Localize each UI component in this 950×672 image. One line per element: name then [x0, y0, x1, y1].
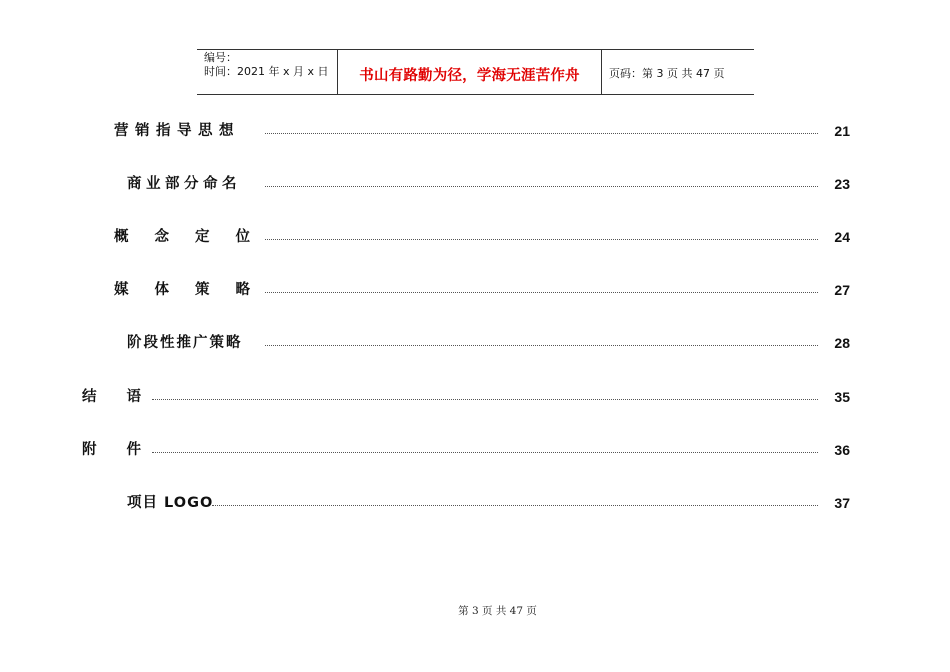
toc-entry[interactable]	[0, 333, 850, 353]
toc-dot-leader	[265, 239, 818, 240]
time-label: 时间：2021 年 x 月 x 日	[204, 65, 329, 78]
toc-entry-label: 附件	[82, 442, 171, 458]
toc-entry[interactable]	[0, 440, 850, 460]
toc-entry[interactable]	[0, 280, 850, 300]
header-meta-cell	[197, 50, 338, 94]
toc-entry[interactable]	[0, 493, 850, 513]
toc-entry-label: 商业部分命名	[127, 176, 241, 192]
toc-entry[interactable]	[0, 174, 850, 194]
motto-text: 书山有路勤为径，学海无涯苦作舟	[359, 68, 580, 84]
toc-entry-page: 23	[834, 176, 850, 192]
page-header	[197, 49, 754, 95]
toc-entry-label: 媒体策略	[114, 282, 276, 298]
toc-entry[interactable]	[0, 227, 850, 247]
toc-dot-leader	[265, 133, 818, 134]
toc-dot-leader	[212, 505, 818, 506]
toc-entry-label: 项目 LOGO	[127, 495, 214, 511]
toc-dot-leader	[152, 452, 818, 453]
toc-entry-label: 阶段性推广策略	[127, 335, 243, 351]
toc-entry[interactable]	[0, 121, 850, 141]
toc-entry-page: 37	[834, 495, 850, 511]
toc-entry-label: 营销指导思想	[114, 123, 240, 139]
toc-entry-label: 结语	[82, 389, 171, 405]
header-motto-cell	[338, 50, 602, 94]
toc-dot-leader	[265, 186, 818, 187]
toc-entry-page: 36	[834, 442, 850, 458]
toc-entry-page: 24	[834, 229, 850, 245]
toc-entry-page: 28	[834, 335, 850, 351]
toc-entry-page: 27	[834, 282, 850, 298]
page-footer: 第 3 页 共 47 页	[458, 605, 537, 617]
toc-dot-leader	[152, 399, 818, 400]
toc-entry-label: 概念定位	[114, 229, 276, 245]
header-page-info: 页码：第 3 页 共 47 页	[609, 67, 725, 80]
header-page-cell	[602, 50, 754, 94]
toc-dot-leader	[265, 292, 818, 293]
toc-entry-page: 35	[834, 389, 850, 405]
toc-entry-page: 21	[834, 123, 850, 139]
serial-label: 编号：	[204, 51, 237, 64]
toc-entry[interactable]	[0, 387, 850, 407]
toc-dot-leader	[265, 345, 818, 346]
